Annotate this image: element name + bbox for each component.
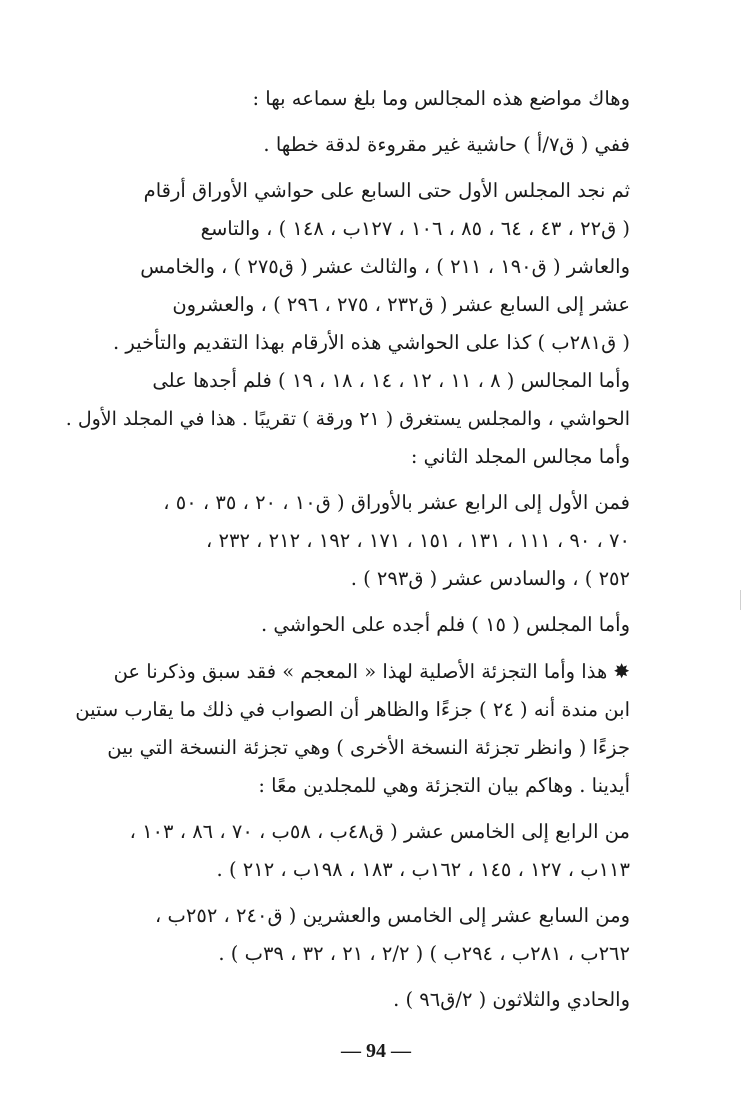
text-line: وأما مجالس المجلد الثاني : xyxy=(410,445,630,468)
paragraph xyxy=(62,484,630,598)
text-line xyxy=(62,652,630,691)
paragraph xyxy=(62,126,630,164)
text-line: ٢٦٢ب ، ٢٨١ب ، ٢٩٤ب ) ( ٢/٢ ، ٢١ ، ٣٢ ، ٣٩ب ) . xyxy=(218,942,630,965)
paragraph xyxy=(62,172,630,362)
page-number: — 94 — xyxy=(341,1040,411,1062)
text-line: ثم نجد المجلس الأول حتى السابع على حواشي الأوراق أرقام xyxy=(143,179,630,202)
text-line: ابن مندة أنه ( ٢٤ ) جزءًا والظاهر أن الصواب في ذلك ما يقارب ستين xyxy=(75,698,630,721)
paragraph xyxy=(62,813,630,889)
text-line: ففي ( ق٧/أ ) حاشية غير مقروءة لدقة خطها . xyxy=(263,133,630,156)
scan-edge-mark xyxy=(740,590,741,610)
text-line: الحواشي ، والمجلس يستغرق ( ٢١ ورقة ) تقريبًا . هذا في المجلد الأول . xyxy=(65,408,630,430)
text-line: ( ق٢٨١ب ) كذا على الحواشي هذه الأرقام بهذا التقديم والتأخير . xyxy=(113,331,630,354)
text-line: والعاشر ( ق١٩٠ ، ٢١١ ) ، والثالث عشر ( ق٢٧٥ ) ، والخامس xyxy=(140,255,630,278)
text-line: ( ق٢٢ ، ٤٣ ، ٦٤ ، ٨٥ ، ١٠٦ ، ١٢٧ب ، ١٤٨ ) ، والتاسع xyxy=(200,217,630,240)
text-line: وأما المجلس ( ١٥ ) فلم أجده على الحواشي . xyxy=(261,613,630,636)
text-line: فمن الأول إلى الرابع عشر بالأوراق ( ق١٠ ، ٢٠ ، ٣٥ ، ٥٠ ، xyxy=(163,491,630,514)
text-line: ١١٣ب ، ١٢٧ ، ١٤٥ ، ١٦٢ب ، ١٨٣ ، ١٩٨ب ، ٢١٢ ) . xyxy=(216,858,630,881)
text-line: جزءًا ( وانظر تجزئة النسخة الأخرى ) وهي تجزئة النسخة التي بين xyxy=(107,736,630,759)
paragraph xyxy=(62,362,630,438)
text-line: ٧٠ ، ٩٠ ، ١١١ ، ١٣١ ، ١٥١ ، ١٧١ ، ١٩٢ ، ٢١٢ ، ٢٣٢ ، xyxy=(206,529,630,552)
text-line: ٢٥٢ ) ، والسادس عشر ( ق٢٩٣ ) . xyxy=(350,567,630,590)
star-ornament-icon: ✸ xyxy=(613,659,630,683)
text-line: من الرابع إلى الخامس عشر ( ق٤٨ب ، ٥٨ب ، ٧٠ ، ٨٦ ، ١٠٣ ، xyxy=(129,820,630,843)
text-line-content: هذا وأما التجزئة الأصلية لهذا « المعجم » فقد سبق وذكرنا عن xyxy=(113,660,608,683)
text-line: والحادي والثلاثون ( ٢/ق٩٦ ) . xyxy=(393,988,630,1011)
text-line: أيدينا . وهاكم بيان التجزئة وهي للمجلدين معًا : xyxy=(258,774,630,797)
paragraph xyxy=(62,438,630,476)
text-line: عشر إلى السابع عشر ( ق٢٣٢ ، ٢٧٥ ، ٢٩٦ ) ، والعشرون xyxy=(172,293,630,316)
intro-paragraph xyxy=(62,80,630,118)
paragraph xyxy=(62,897,630,973)
paragraph xyxy=(62,606,630,644)
text-line: وأما المجالس ( ٨ ، ١١ ، ١٢ ، ١٤ ، ١٨ ، ١٩ ) فلم أجدها على xyxy=(152,369,630,392)
page-body xyxy=(62,80,630,1019)
paragraph xyxy=(62,981,630,1019)
text-line: وهاك مواضع هذه المجالس وما بلغ سماعه بها : xyxy=(252,87,630,110)
paragraph xyxy=(62,652,630,805)
text-line: ومن السابع عشر إلى الخامس والعشرين ( ق٢٤٠ ، ٢٥٢ب ، xyxy=(155,904,630,927)
